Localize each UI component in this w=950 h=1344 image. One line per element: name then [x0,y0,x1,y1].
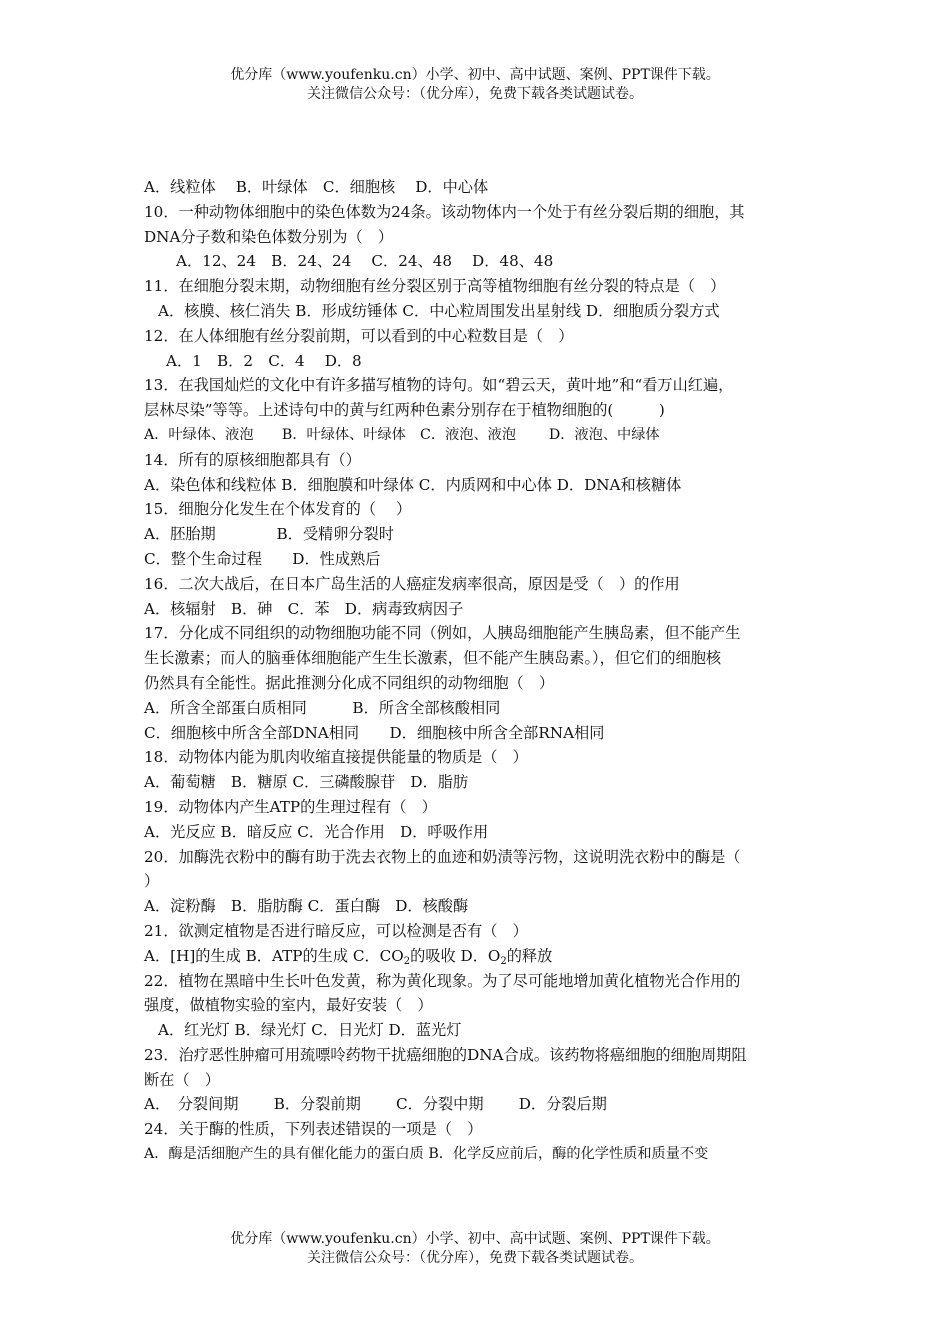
footer-line-1: 优分库（www.youfenku.cn）小学、初中、高中试题、案例、PPT课件下载。 [230,1231,720,1247]
q20-options: A．淀粉酶 B．脂肪酶 C．蛋白酶 D．核酸酶 [144,897,469,916]
q24-options: A．酶是活细胞产生的具有催化能力的蛋白质 B．化学反应前后，酶的化学性质和质量不变 [144,1146,709,1163]
q21-options [144,944,814,969]
q16-stem: 16．二次大战后，在日本广岛生活的人癌症发病率很高，原因是受（ ）的作用 [144,574,680,593]
q15-options-2: C．整个生命过程 D．性成熟后 [144,549,381,568]
q21-option-c-d: 的吸收 D．O [410,946,501,965]
header-line-1: 优分库（www.youfenku.cn）小学、初中、高中试题、案例、PPT课件下载。 [230,67,720,83]
q22-stem-2: 强度，做植物实验的室内，最好安装（ ） [144,996,433,1015]
q11-options: A．核膜、核仁消失 B．形成纺锤体 C．中心粒周围发出星射线 D．细胞质分裂方式 [158,301,720,320]
header-line-2: 关注微信公众号：（优分库），免费下载各类试题试卷。 [307,86,643,102]
q12-stem: 12．在人体细胞有丝分裂前期，可以看到的中心粒数目是（ ） [144,326,574,345]
q12-options: A．1 B．2 C．4 D．8 [166,351,362,370]
q21-o2-subscript: 2 [500,955,507,967]
q13-stem-2: 层林尽染”等等。上述诗句中的黄与红两种色素分别存在于植物细胞的( ) [144,401,665,420]
q17-options-2: C．细胞核中所含全部DNA相同 D．细胞核中所含全部RNA相同 [144,723,605,742]
q23-stem-1: 23．治疗恶性肿瘤可用巯嘌呤药物干扰癌细胞的DNA合成。该药物将癌细胞的细胞周期阻 [144,1045,747,1064]
q18-stem: 18．动物体内能为肌肉收缩直接提供能量的物质是（ ） [144,748,528,767]
q15-stem: 15．细胞分化发生在个体发育的（ ） [144,500,412,519]
q11-stem: 11．在细胞分裂末期，动物细胞有丝分裂区别于高等植物细胞有丝分裂的特点是（ ） [144,277,726,296]
q14-options: A．染色体和线粒体 B．细胞膜和叶绿体 C．内质网和中心体 D．DNA和核糖体 [144,475,682,494]
q17-stem-1: 17．分化成不同组织的动物细胞功能不同（例如，人胰岛细胞能产生胰岛素，但不能产生 [144,624,741,643]
q9-options: A．线粒体 B．叶绿体 C．细胞核 D．中心体 [144,178,489,196]
q13-options: A．叶绿体、液泡 B．叶绿体、叶绿体 C．液泡、液泡 D．液泡、中绿体 [144,426,660,443]
q21-co2-subscript: 2 [403,955,411,967]
q19-stem: 19．动物体内产生ATP的生理过程有（ ） [144,797,437,816]
q10-stem-2: DNA分子数和染色体数分别为（ ） [144,227,394,246]
question-list [144,175,814,1167]
q22-stem-1: 22．植物在黑暗中生长叶色发黄，称为黄化现象。为了尽可能地增加黄化植物光合作用的 [144,971,741,990]
q23-options: A． 分裂间期 B．分裂前期 C．分裂中期 D．分裂后期 [144,1095,607,1114]
q20-stem-1: 20．加酶洗衣粉中的酶有助于洗去衣物上的血迹和奶渍等污物，这说明洗衣粉中的酶是（ [144,847,741,866]
q23-stem-2: 断在（ ） [144,1070,220,1089]
q17-stem-2: 生长激素；而人的脑垂体细胞能产生生长激素，但不能产生胰岛素。），但它们的细胞核 [144,649,722,668]
q22-options: A．红光灯 B．绿光灯 C．日光灯 D．蓝光灯 [158,1021,462,1040]
q15-options-1: A．胚胎期 B．受精卵分裂时 [144,525,394,544]
page-footer [0,1230,950,1268]
q21-stem: 21．欲测定植物是否进行暗反应，可以检测是否有（ ） [144,921,528,940]
page-header [0,66,950,104]
q13-stem-1: 13．在我国灿烂的文化中有许多描写植物的诗句。如“碧云天，黄叶地”和“看万山红遍， [144,376,734,395]
q16-options: A．核辐射 B．砷 C．苯 D．病毒致病因子 [144,599,464,618]
q14-stem: 14．所有的原核细胞都具有（） [144,450,361,469]
q19-options: A．光反应 B．暗反应 C．光合作用 D．呼吸作用 [144,822,489,841]
q24-stem: 24．关于酶的性质，下列表述错误的一项是（ ） [144,1120,483,1139]
q21-option-d-rest: 的释放 [506,946,553,965]
q10-stem-1: 10．一种动物体细胞中的染色体数为24条。该动物体内一个处于有丝分裂后期的细胞，其 [144,202,745,221]
q18-options: A．葡萄糖 B．糖原 C．三磷酸腺苷 D．脂肪 [144,773,469,792]
footer-line-2: 关注微信公众号：（优分库），免费下载各类试题试卷。 [307,1250,643,1266]
q17-options-1: A．所含全部蛋白质相同 B．所含全部核酸相同 [144,698,501,717]
q17-stem-3: 仍然具有全能性。据此推测分化成不同组织的动物细胞（ ） [144,673,555,692]
q21-option-ab-c: A．[H]的生成 B．ATP的生成 C．CO [144,946,404,965]
q10-options: A．12、24 B．24、24 C．24、48 D．48、48 [176,252,554,271]
q20-stem-2: ） [144,872,160,891]
